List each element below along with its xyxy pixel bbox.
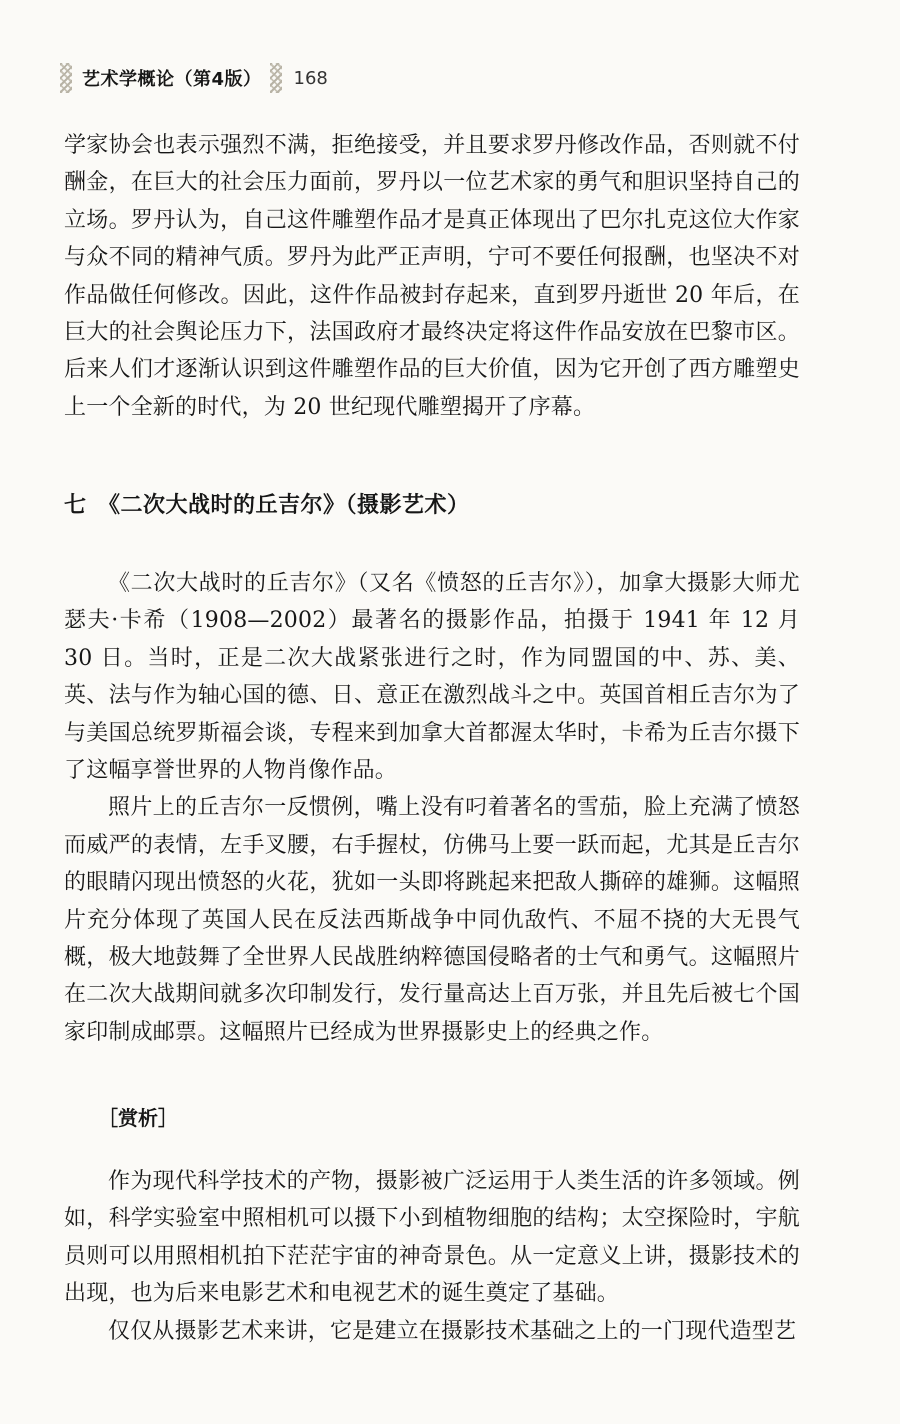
section-heading-block xyxy=(64,490,800,522)
appreciation-body xyxy=(64,1163,800,1350)
appreciation-heading: ［赏析］ xyxy=(98,1106,178,1130)
paragraph-appreciation-2: 仅仅从摄影艺术来讲，它是建立在摄影技术基础之上的一门现代造型艺 xyxy=(108,1318,797,1344)
ornament-right-icon xyxy=(270,63,282,93)
section-body xyxy=(64,565,800,1051)
paragraph-intro: 《二次大战时的丘吉尔》（又名《愤怒的丘吉尔》），加拿大摄影大师尤瑟夫·卡希（1908—2002）最著名的摄影作品，拍摄于 1941 年 12 月 30 日。当时，正是二次大战紧张进行之时，作为同盟国的中、苏、美、英、法与作为轴心国的德、日、意正在激烈战斗之中。英国首相丘吉尔为了与美国总统罗斯福会谈，专程来到加拿大首都渥太华时，卡希为丘吉尔摄下了这幅享誉世界的人物肖像作品。 xyxy=(64,571,800,784)
appreciation-heading-block xyxy=(64,1103,800,1133)
paragraph-continued: 学家协会也表示强烈不满，拒绝接受，并且要求罗丹修改作品，否则就不付酬金，在巨大的社会压力面前，罗丹以一位艺术家的勇气和胆识坚持自己的立场。罗丹认为，自己这件雕塑作品才是真正体现出了巴尔扎克这位大作家与众不同的精神气质。罗丹为此严正声明，宁可不要任何报酬，也坚决不对作品做任何修改。因此，这件作品被封存起来，直到罗丹逝世 20 年后，在巨大的社会舆论压力下，法国政府才最终决定将这件作品安放在巴黎市区。后来人们才逐渐认识到这件雕塑作品的巨大价值，因为它开创了西方雕塑史上一个全新的时代，为 20 世纪现代雕塑揭开了序幕。 xyxy=(64,133,800,420)
section-title: 七 《二次大战时的丘吉尔》（摄影艺术） xyxy=(64,493,470,518)
ornament-left-icon xyxy=(60,63,72,93)
continued-text xyxy=(64,127,800,426)
running-header xyxy=(60,62,328,94)
book-title: 艺术学概论（第4版） xyxy=(82,69,262,90)
paragraph-appreciation-1: 作为现代科学技术的产物，摄影被广泛运用于人类生活的许多领域。例如，科学实验室中照相机可以摄下小到植物细胞的结构；太空探险时，宇航员则可以用照相机拍下茫茫宇宙的神奇景色。从一定意义上讲，摄影技术的出现，也为后来电影艺术和电视艺术的诞生奠定了基础。 xyxy=(64,1169,800,1307)
page-number: 168 xyxy=(293,67,328,89)
paragraph-description: 照片上的丘吉尔一反惯例，嘴上没有叼着著名的雪茄，脸上充满了愤怒而威严的表情，左手叉腰，右手握杖，仿佛马上要一跃而起，尤其是丘吉尔的眼睛闪现出愤怒的火花，犹如一头即将跳起来把敌人撕碎的雄狮。这幅照片充分体现了英国人民在反法西斯战争中同仇敌忾、不屈不挠的大无畏气概，极大地鼓舞了全世界人民战胜纳粹德国侵略者的士气和勇气。这幅照片在二次大战期间就多次印制发行，发行量高达上百万张，并且先后被七个国家印制成邮票。这幅照片已经成为世界摄影史上的经典之作。 xyxy=(64,795,800,1045)
